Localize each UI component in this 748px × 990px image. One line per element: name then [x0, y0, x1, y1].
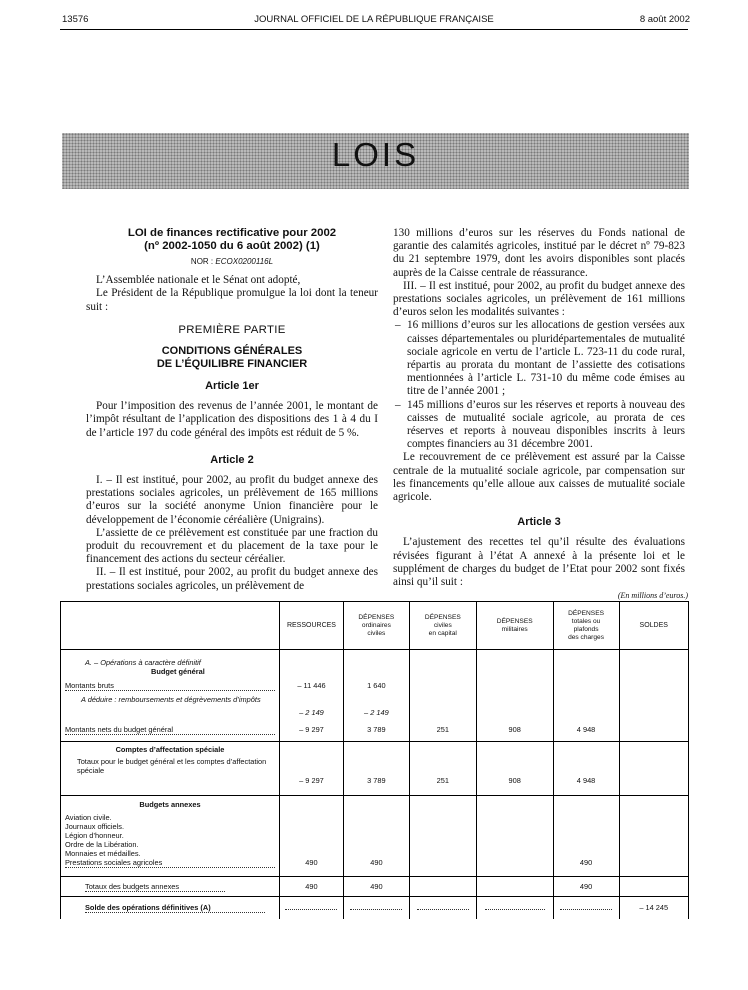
- header-soldes: SOLDES: [619, 602, 689, 650]
- table-row: [61, 667, 689, 681]
- solde-label: Solde des opérations définitives (A): [85, 903, 265, 913]
- list-item: – 16 millions d’euros sur les allocations de gestion versées aux caisses départementales ou pluridépartementales de mutualité sociale agricole en vertu de l’article L. 723-11 du code rural, répartis au prorata du montant de l’assiette des cotisations mentionnées à l’article L. 731-10 du même code émises au titre de l’année 2001 ;: [407, 319, 685, 398]
- totaux-annexes-label: Totaux des budgets annexes: [85, 882, 225, 892]
- cell-value: 490: [553, 858, 619, 868]
- law-title: [86, 227, 378, 253]
- modalities-list: [393, 319, 685, 451]
- cell-value: 1 640: [343, 681, 409, 695]
- annexe-item: Aviation civile.: [61, 813, 280, 822]
- article1-text: Pour l’imposition des revenus de l’année 2001, le montant de l’impôt résultant de l’application des dispositions des 1 à 4 du I de l’article 197 du code général des impôts est réduit de 5 %.: [86, 400, 378, 439]
- right-column: [393, 227, 685, 589]
- cell-value: 251: [409, 757, 476, 785]
- annexe-item: Monnaies et médailles.: [61, 849, 280, 858]
- publication-date: 8 août 2002: [639, 14, 690, 25]
- cell-value: 490: [280, 877, 344, 897]
- table-row: [61, 897, 689, 919]
- article3-title: Article 3: [517, 516, 561, 529]
- header-depenses-ordinaires: DÉPENSES ordinaires civiles: [343, 602, 409, 650]
- article2-paragraph3: II. – Il est institué, pour 2002, au profit du budget annexe des prestations sociales agricoles, un prélèvement de: [86, 566, 378, 592]
- table-row: [61, 681, 689, 695]
- section-title-line2: DE L’ÉQUILIBRE FINANCIER: [156, 358, 308, 371]
- cell-value: 490: [343, 877, 409, 897]
- law-title-line1: LOI de finances rectificative pour 2002: [127, 227, 337, 239]
- cell-value: 490: [343, 858, 409, 868]
- header-depenses-capital: DÉPENSES civiles en capital: [409, 602, 476, 650]
- section-title-line1: CONDITIONS GÉNÉRALES: [161, 345, 303, 358]
- table-row: [61, 877, 689, 897]
- article2-title: Article 2: [210, 453, 254, 466]
- intro-line2: Le Président de la République promulgue la loi dont la teneur suit :: [86, 287, 378, 313]
- annexe-item: Légion d’honneur.: [61, 831, 280, 840]
- totaux-bg-label: Totaux pour le budget général et les comptes d’affectation spéciale: [61, 757, 280, 785]
- annexe-item: Journaux officiels.: [61, 822, 280, 831]
- cell-value: 4 948: [553, 725, 619, 741]
- table-header-row: [61, 602, 689, 650]
- budgets-annexes-title: Budgets annexes: [61, 795, 280, 813]
- cell-value: – 11 446: [280, 681, 344, 695]
- table-row: [61, 840, 689, 849]
- table-row: [61, 813, 689, 822]
- table-row: [61, 695, 689, 717]
- cell-value: – 9 297: [280, 757, 344, 785]
- table-row: [61, 741, 689, 757]
- table-row: [61, 757, 689, 785]
- left-column: [86, 227, 378, 593]
- a-deduire-label: A déduire : remboursements et dégrèvements d’impôts: [61, 695, 280, 717]
- comptes-title: Comptes d’affectation spéciale: [61, 741, 280, 757]
- table-row: [61, 822, 689, 831]
- nor-code: ECOX0200116L: [215, 257, 274, 266]
- page-number: 13576: [62, 14, 89, 25]
- right-paragraph1: 130 millions d’euros sur les réserves du Fonds national de garantie des calamités agricoles, institué par le décret nº 79-823 du 21 septembre 1979, dont les avoirs disponibles sont placés auprès de la Caisse centrale de réassurance.: [393, 227, 685, 279]
- header-ressources: RESSOURCES: [280, 602, 344, 650]
- table-row: [61, 849, 689, 858]
- header-depenses-totales: DÉPENSES totales ou plafonds des charges: [553, 602, 619, 650]
- cell-value: – 2 149: [343, 695, 409, 717]
- cell-value: 3 789: [343, 725, 409, 741]
- financial-table: [60, 601, 689, 919]
- table-row: [61, 795, 689, 813]
- cell-value: – 9 297: [280, 725, 344, 741]
- right-paragraph2: III. – Il est institué, pour 2002, au profit du budget annexe des prestations sociales agricoles, un prélèvement de 161 millions d’euros selon les modalités suivantes :: [393, 279, 685, 319]
- cell-value: 908: [476, 725, 553, 741]
- prestations-label: Prestations sociales agricoles: [65, 858, 275, 868]
- nor-label: NOR :: [190, 257, 214, 266]
- cell-value: 490: [280, 858, 344, 868]
- table-row: [61, 658, 689, 667]
- part-title: PREMIÈRE PARTIE: [178, 323, 286, 336]
- intro-line1: L’Assemblée nationale et le Sénat ont adopté,: [96, 274, 301, 287]
- table-row: [61, 831, 689, 840]
- cell-value: 4 948: [553, 757, 619, 785]
- list-item: – 145 millions d’euros sur les réserves et reports à nouveau des caisses de mutualité sociale agricole, au prorata de ces réserves et reports à nouveau disponibles inscrits à leurs comptes financiers au 31 décembre 2001.: [407, 399, 685, 452]
- right-paragraph3: Le recouvrement de ce prélèvement est assuré par la Caisse centrale de la mutualité sociale agricole, par compensation sur les financements qu’elle alloue aux caisses de mutualité sociale agricole.: [393, 451, 685, 504]
- section-title: [86, 345, 378, 371]
- article3-text: L’ajustement des recettes tel qu’il résulte des évaluations révisées figurant à l’état A annexé à la présente loi et le supplément de charges du budget de l’Etat pour 2002 sont fixés ainsi qu’il suit :: [393, 536, 685, 589]
- unit-note: (En millions d’euros.): [617, 591, 688, 600]
- journal-title: JOURNAL OFFICIEL DE LA RÉPUBLIQUE FRANÇAISE: [254, 14, 494, 25]
- montants-bruts-label: Montants bruts: [65, 681, 275, 691]
- annexe-item: Ordre de la Libération.: [61, 840, 280, 849]
- article2-paragraph1: I. – Il est institué, pour 2002, au profit du budget annexe des prestations sociales agricoles, un prélèvement de 165 millions d’euros sur la société anonyme Union financière pour le développement de l’économie céréalière (Unigrains).: [86, 474, 378, 526]
- table-row: [61, 725, 689, 741]
- cell-value: – 2 149: [280, 695, 344, 717]
- law-title-line2: (nº 2002-1050 du 6 août 2002) (1): [144, 240, 320, 252]
- montants-nets-label: Montants nets du budget général: [65, 725, 275, 735]
- header-label: [61, 602, 280, 650]
- cell-value: 251: [409, 725, 476, 741]
- cell-value: 490: [553, 877, 619, 897]
- article2-paragraph2: L’assiette de ce prélèvement est constituée par une fraction du produit du recouvrement et du placement de la taxe pour le financement des actions du secteur céréalier.: [86, 526, 378, 566]
- section-a-label: A. – Opérations à caractère définitif: [61, 658, 280, 667]
- cell-value: 908: [476, 757, 553, 785]
- section-banner: [62, 133, 689, 189]
- nor-reference: [86, 255, 378, 268]
- banner-title: LOIS: [331, 136, 420, 173]
- header-depenses-militaires: DÉPENSES militaires: [476, 602, 553, 650]
- budget-general-label: Budget général: [61, 667, 280, 681]
- article1-title: Article 1er: [205, 380, 259, 393]
- table-row: [61, 858, 689, 868]
- header-rule: [60, 29, 688, 30]
- cell-value: 3 789: [343, 757, 409, 785]
- cell-value: – 14 245: [619, 897, 689, 919]
